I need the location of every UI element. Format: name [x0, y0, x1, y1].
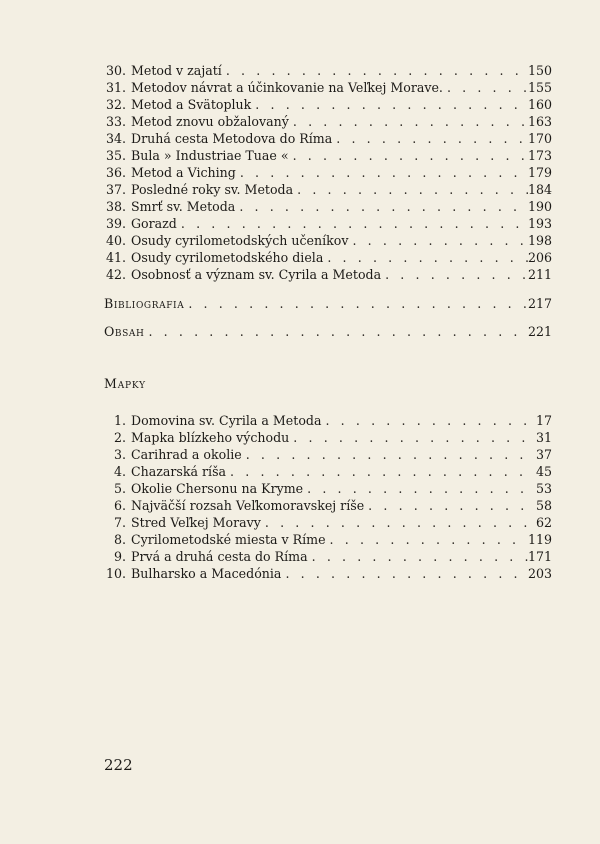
dot-leader — [323, 249, 528, 266]
entry-title: Mapka blízkeho východu — [131, 430, 290, 445]
map-entry — [104, 463, 552, 480]
maps-list — [104, 412, 552, 582]
entry-page: 171 — [527, 549, 552, 564]
entry-title: Stred Veľkej Moravy — [131, 515, 261, 530]
dot-leader — [226, 463, 530, 480]
entry-number: 6. — [113, 498, 126, 513]
dot-leader — [242, 446, 530, 463]
entry-page: 193 — [527, 216, 552, 231]
chapter-list — [104, 62, 552, 283]
entry-title: Carihrad a okolie — [131, 447, 242, 462]
entry-number: 31. — [105, 80, 126, 95]
entry-title: Metod a Viching — [131, 165, 236, 180]
dot-leader — [289, 147, 528, 164]
toc-entry-contents — [104, 318, 552, 346]
entry-title: Cyrilometodské miesta v Ríme — [131, 532, 326, 547]
entry-number: 40. — [105, 233, 126, 248]
entry-title: Obsah — [104, 324, 145, 339]
entry-number: 1. — [113, 413, 126, 428]
entry-page: 37 — [535, 447, 552, 462]
dot-leader — [303, 480, 530, 497]
entry-page: 163 — [527, 114, 552, 129]
entry-number: 9. — [113, 549, 126, 564]
entry-number: 32. — [105, 97, 126, 112]
dot-leader — [261, 514, 530, 531]
dot-leader — [222, 62, 528, 79]
toc-entry — [104, 249, 552, 266]
toc-entry — [104, 266, 552, 283]
entry-page: 53 — [535, 481, 552, 496]
entry-page: 17 — [535, 413, 552, 428]
entry-title: Chazarská ríša — [131, 464, 227, 479]
entry-number: 41. — [105, 250, 126, 265]
toc-entry — [104, 147, 552, 164]
entry-page: 62 — [535, 515, 552, 530]
entry-number: 3. — [113, 447, 126, 462]
entry-page: 179 — [527, 165, 552, 180]
map-entry — [104, 548, 552, 565]
entry-page: 31 — [535, 430, 552, 445]
entry-page: 198 — [527, 233, 552, 248]
entry-number: 7. — [113, 515, 126, 530]
toc-entry — [104, 232, 552, 249]
map-entry — [104, 497, 552, 514]
dot-leader — [381, 266, 528, 283]
maps-heading: Mapky — [104, 376, 146, 391]
entry-number: 10. — [105, 566, 126, 581]
dot-leader — [251, 96, 528, 113]
entry-page: 173 — [527, 148, 552, 163]
entry-number: 5. — [113, 481, 126, 496]
toc-entry-bibliography — [104, 290, 552, 318]
toc-entry — [104, 96, 552, 113]
entry-page: 211 — [527, 267, 552, 282]
dot-leader — [281, 565, 528, 582]
dot-leader — [184, 290, 528, 318]
entry-number: 38. — [105, 199, 126, 214]
entry-number: 8. — [113, 532, 126, 547]
entry-title: Bibliografia — [104, 296, 185, 311]
entry-number: 36. — [105, 165, 126, 180]
entry-number: 37. — [105, 182, 126, 197]
entry-title: Metod znovu obžalovaný — [131, 114, 289, 129]
entry-title: Metodov návrat a účinkovanie na Veľkej Morave. — [131, 80, 443, 95]
entry-title: Osudy cyrilometodského diela — [131, 250, 324, 265]
entry-title: Osobnosť a význam sv. Cyrila a Metoda — [131, 267, 382, 282]
dot-leader — [332, 130, 528, 147]
entry-title: Najväčší rozsah Veľkomoravskej ríše — [131, 498, 365, 513]
map-entry — [104, 531, 552, 548]
dot-leader — [236, 164, 528, 181]
entry-page: 221 — [527, 324, 552, 339]
entry-page: 155 — [527, 80, 552, 95]
dot-leader — [289, 429, 530, 446]
entry-number: 4. — [113, 464, 126, 479]
entry-page: 206 — [527, 250, 552, 265]
page-number: 222 — [104, 756, 133, 774]
dot-leader — [289, 113, 528, 130]
dot-leader — [443, 79, 528, 96]
dot-leader — [308, 548, 528, 565]
entry-number: 35. — [105, 148, 126, 163]
toc-entry — [104, 181, 552, 198]
entry-title: Prvá a druhá cesta do Ríma — [131, 549, 308, 564]
toc-entry — [104, 215, 552, 232]
map-entry — [104, 514, 552, 531]
map-entry — [104, 446, 552, 463]
entry-number: 34. — [105, 131, 126, 146]
map-entry — [104, 429, 552, 446]
toc-entry — [104, 130, 552, 147]
dot-leader — [293, 181, 528, 198]
entry-title: Okolie Chersonu na Kryme — [131, 481, 304, 496]
entry-title: Bulharsko a Macedónia — [131, 566, 282, 581]
map-entry — [104, 565, 552, 582]
entry-title: Bula » Industriae Tuae « — [131, 148, 289, 163]
entry-page: 203 — [527, 566, 552, 581]
entry-page: 45 — [535, 464, 552, 479]
toc-entry — [104, 164, 552, 181]
entry-title: Domovina sv. Cyrila a Metoda — [131, 413, 322, 428]
entry-page: 58 — [535, 498, 552, 513]
entry-title: Smrť sv. Metoda — [131, 199, 236, 214]
toc-entry — [104, 198, 552, 215]
entry-page: 119 — [527, 532, 552, 547]
entry-number: 2. — [113, 430, 126, 445]
entry-title: Posledné roky sv. Metoda — [131, 182, 294, 197]
dot-leader — [348, 232, 527, 249]
dot-leader — [144, 318, 528, 346]
entry-title: Metod v zajatí — [131, 63, 222, 78]
entry-title: Osudy cyrilometodských učeníkov — [131, 233, 349, 248]
toc-entry — [104, 79, 552, 96]
toc-entry — [104, 113, 552, 130]
entry-page: 217 — [527, 296, 552, 311]
entry-page: 160 — [527, 97, 552, 112]
entry-page: 184 — [527, 182, 552, 197]
entry-title: Metod a Svätopluk — [131, 97, 252, 112]
map-entry — [104, 480, 552, 497]
entry-page: 150 — [527, 63, 552, 78]
map-entry — [104, 412, 552, 429]
toc-entry — [104, 62, 552, 79]
entry-title: Druhá cesta Metodova do Ríma — [131, 131, 333, 146]
dot-leader — [321, 412, 530, 429]
entry-title: Gorazd — [131, 216, 177, 231]
entry-page: 170 — [527, 131, 552, 146]
entry-page: 190 — [527, 199, 552, 214]
dot-leader — [177, 215, 528, 232]
entry-number: 39. — [105, 216, 126, 231]
dot-leader — [364, 497, 530, 514]
dot-leader — [235, 198, 528, 215]
entry-number: 30. — [105, 63, 126, 78]
entry-number: 33. — [105, 114, 126, 129]
back-matter-list — [104, 290, 552, 346]
dot-leader — [326, 531, 528, 548]
entry-number: 42. — [105, 267, 126, 282]
